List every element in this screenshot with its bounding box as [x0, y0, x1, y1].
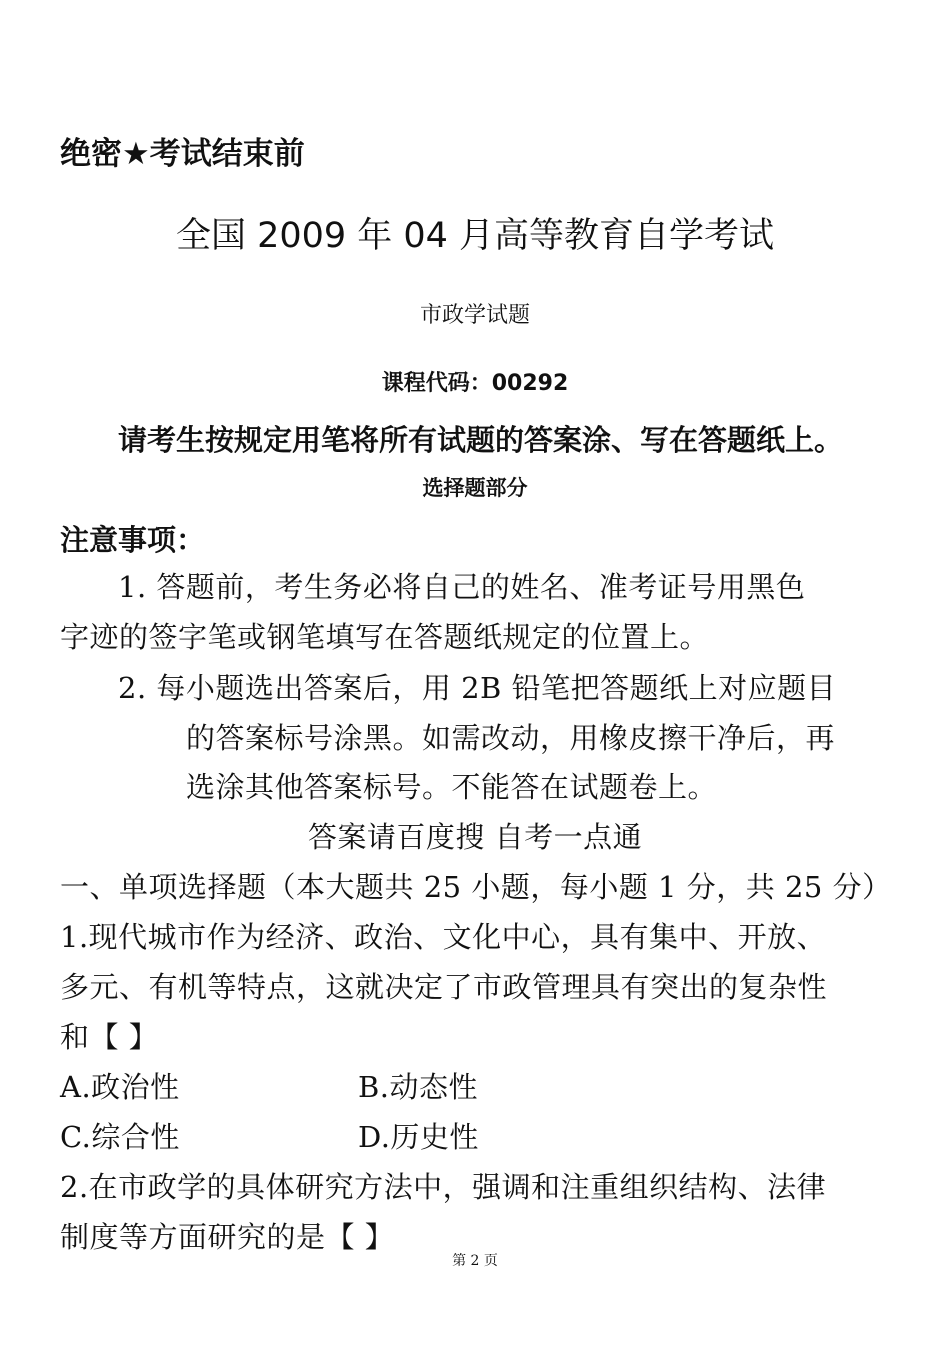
- secret-label: 绝密★考试结束前: [60, 136, 305, 172]
- subject-title: 市政学试题: [419, 303, 530, 328]
- question-1-option-a: A.政治性: [60, 1070, 180, 1104]
- exam-title: 全国 2009 年 04 月高等教育自学考试: [175, 216, 775, 256]
- question-1-line-3: 和【 】: [60, 1020, 159, 1054]
- ad-line: 答案请百度搜 自考一点通: [307, 820, 643, 854]
- answer-instruction: 请考生按规定用笔将所有试题的答案涂、写在答题纸上。: [118, 423, 844, 457]
- notes-heading: 注意事项：: [60, 523, 206, 557]
- question-1-option-d: D.历史性: [358, 1120, 479, 1154]
- question-2-line-2: 制度等方面研究的是【 】: [60, 1220, 395, 1254]
- course-code: 课程代码：00292: [381, 371, 569, 396]
- question-1-option-b: B.动态性: [358, 1070, 479, 1104]
- note-2-line-3: 选涂其他答案标号。不能答在试题卷上。: [186, 770, 718, 804]
- note-1-line-2: 字迹的签字笔或钢笔填写在答题纸规定的位置上。: [60, 620, 710, 654]
- part-1-heading: 一、单项选择题（本大题共 25 小题，每小题 1 分，共 25 分）: [60, 870, 892, 904]
- page-number: 第 2 页: [452, 1253, 498, 1269]
- question-1-line-1: 1.现代城市作为经济、政治、文化中心，具有集中、开放、: [60, 920, 827, 954]
- question-1-line-2: 多元、有机等特点，这就决定了市政管理具有突出的复杂性: [60, 970, 828, 1004]
- section-label: 选择题部分: [422, 476, 528, 500]
- question-1-option-c: C.综合性: [60, 1120, 180, 1154]
- note-2-line-2: 的答案标号涂黑。如需改动，用橡皮擦干净后，再: [186, 721, 836, 755]
- note-1-line-1: 1. 答题前，考生务必将自己的姓名、准考证号用黑色: [118, 570, 806, 604]
- question-2-line-1: 2.在市政学的具体研究方法中，强调和注重组织结构、法律: [60, 1170, 827, 1204]
- note-2-line-1: 2. 每小题选出答案后，用 2B 铅笔把答题纸上对应题目: [118, 671, 837, 705]
